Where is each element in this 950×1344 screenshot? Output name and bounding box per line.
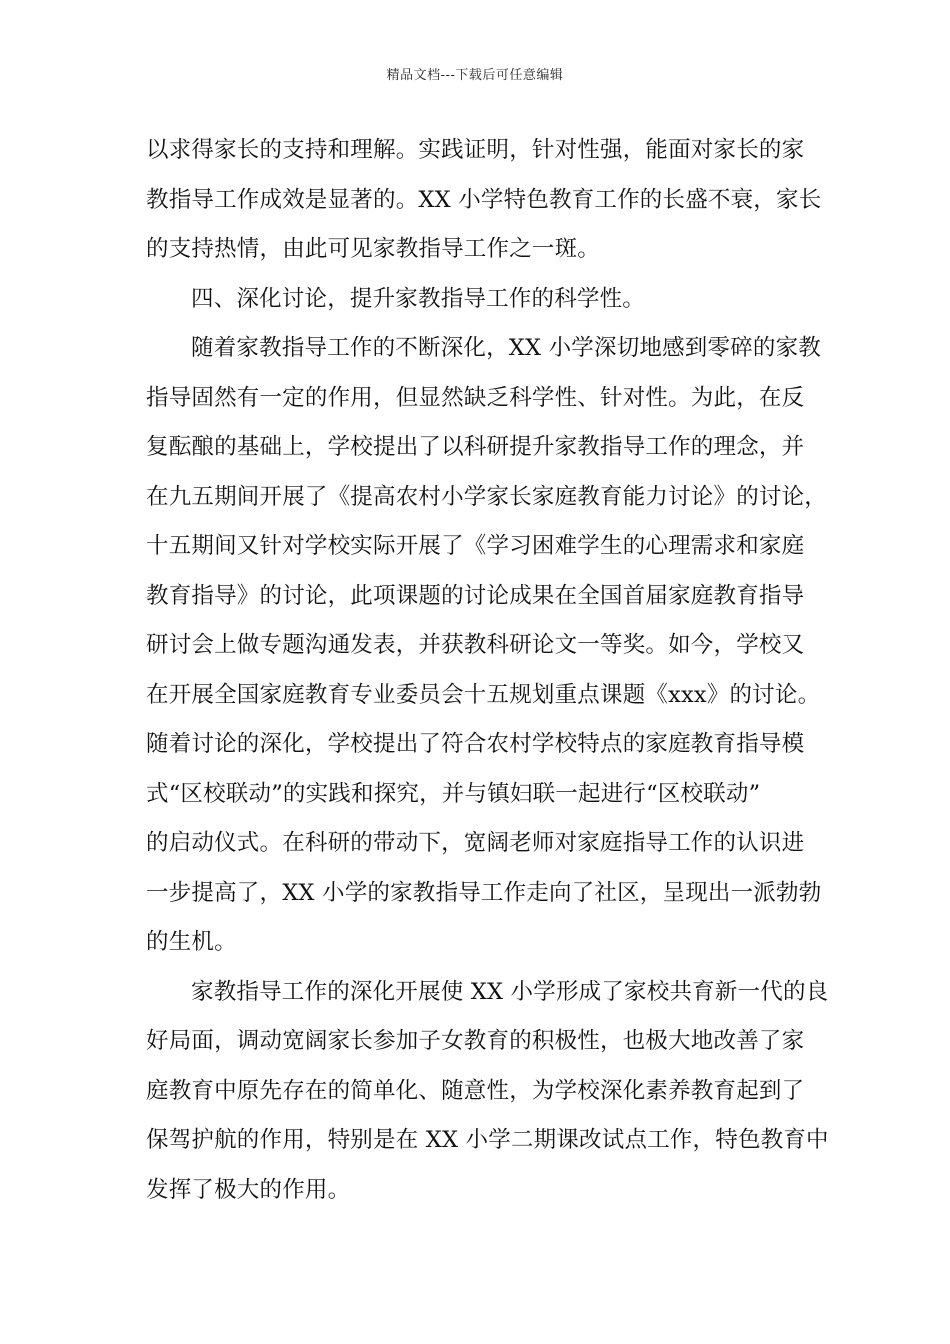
text-line: 随着家教指导工作的不断深化，XX 小学深切地感到零碎的家教 bbox=[191, 335, 821, 361]
text-line: 教育指导》的讨论，此项课题的讨论成果在全国首届家庭教育指导 bbox=[146, 582, 805, 609]
text-line: 研讨会上做专题沟通发表，并获教科研论文一等奖。如今，学校又 bbox=[146, 632, 805, 658]
text-line: 的启动仪式。在科研的带动下，宽阔老师对家庭指导工作的认识进 bbox=[146, 830, 805, 856]
text-line: 的生机。 bbox=[146, 929, 237, 955]
text-line: 好局面，调动宽阔家长参加子女教育的积极性，也极大地改善了家 bbox=[146, 1028, 805, 1054]
text-line: 一步提高了，XX 小学的家教指导工作走向了社区，呈现出一派勃勃 bbox=[146, 879, 822, 906]
text-line: 的支持热情，由此可见家教指导工作之一斑。 bbox=[146, 236, 601, 262]
text-line: 在开展全国家庭教育专业委员会十五规划重点课题《xxx》的讨论。 bbox=[146, 681, 821, 708]
text-line: 随着讨论的深化，学校提出了符合农村学校特点的家庭教育指导模 bbox=[146, 731, 805, 757]
text-line: 保驾护航的作用，特别是在 XX 小学二期课改试点工作，特色教育中 bbox=[146, 1127, 829, 1153]
text-line: 式“区校联动”的实践和探究，并与镇妇联一起进行“区校联动” bbox=[146, 780, 761, 807]
text-line: 指导固然有一定的作用，但显然缺乏科学性、针对性。为此，在反 bbox=[146, 384, 805, 411]
text-line: 教指导工作成效是显著的。XX 小学特色教育工作的长盛不衰，家长 bbox=[146, 186, 822, 213]
text-line: 在九五期间开展了《提高农村小学家长家庭教育能力讨论》的讨论， bbox=[146, 483, 828, 510]
text-line: 复酝酿的基础上，学校提出了以科研提升家教指导工作的理念，并 bbox=[146, 434, 805, 460]
text-line: 十五期间又针对学校实际开展了《学习困难学生的心理需求和家庭 bbox=[146, 533, 805, 559]
document-body bbox=[146, 126, 829, 1215]
text-line: 以求得家长的支持和理解。实践证明，针对性强，能面对家长的家 bbox=[146, 137, 805, 163]
text-line: 家教指导工作的深化开展使 XX 小学形成了家校共育新一代的良 bbox=[191, 978, 829, 1005]
text-line: 发挥了极大的作用。 bbox=[146, 1176, 351, 1203]
page-header: 精品文档---下载后可任意编辑 bbox=[386, 68, 564, 83]
text-line: 庭教育中原先存在的简单化、随意性，为学校深化素养教育起到了 bbox=[146, 1077, 805, 1104]
section-heading: 四、深化讨论，提升家教指导工作的科学性。 bbox=[191, 285, 646, 312]
